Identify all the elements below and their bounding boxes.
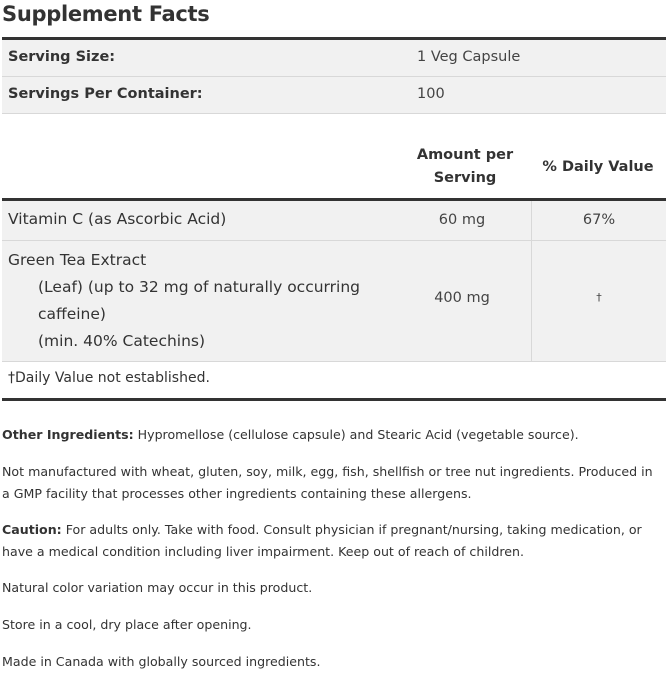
storage-note: Store in a cool, dry place after opening.: [2, 617, 252, 632]
ingredient-name: [8, 247, 360, 355]
serving-size-value: 1 Veg Capsule: [417, 49, 521, 65]
servings-per-container-label: Servings Per Container:: [8, 86, 203, 102]
color-note: Natural color variation may occur in this product.: [2, 580, 313, 595]
caution-statement: [2, 519, 662, 563]
ingredient-row: [2, 241, 666, 362]
ingredient-name-main: Green Tea Extract: [8, 251, 147, 269]
divider-thick: [2, 398, 666, 401]
caution-text: For adults only. Take with food. Consult physician if pregnant/nursing, taking medication, or have a medical condition including liver impairment. Keep out of reach of children.: [2, 522, 642, 559]
ingredient-detail: caffeine): [38, 305, 106, 323]
ingredient-row: [2, 201, 666, 241]
ingredient-detail: (Leaf) (up to 32 mg of naturally occurring: [38, 278, 360, 296]
allergen-statement: Not manufactured with wheat, gluten, soy, milk, egg, fish, shellfish or tree nut ingredients. Produced in a GMP facility that processes other ingredients containing these allergens.: [2, 464, 653, 501]
ingredient-daily-value: †: [596, 291, 602, 304]
footnote: †Daily Value not established.: [8, 370, 210, 386]
origin-note: Made in Canada with globally sourced ingredients.: [2, 654, 321, 669]
ingredient-daily-value: 67%: [582, 212, 616, 228]
daily-value-header: % Daily Value: [542, 159, 654, 175]
ingredient-detail: (min. 40% Catechins): [38, 332, 206, 350]
caution-label: Caution:: [2, 522, 62, 537]
servings-per-container-row: [2, 77, 666, 114]
amount-header-line1: Amount per: [416, 147, 514, 163]
ingredient-name: Vitamin C (as Ascorbic Acid): [8, 210, 227, 228]
ingredient-amount: 400 mg: [434, 290, 490, 306]
servings-per-container-value: 100: [417, 86, 445, 102]
amount-per-serving-header: [395, 144, 535, 190]
other-ingredients: [2, 424, 662, 446]
other-ingredients-text: Hypromellose (cellulose capsule) and Stearic Acid (vegetable source).: [133, 427, 579, 442]
serving-size-row: [2, 40, 666, 77]
serving-size-label: Serving Size:: [8, 49, 116, 65]
ingredient-amount: 60 mg: [438, 212, 486, 228]
amount-header-line2: Serving: [433, 170, 497, 186]
page-title: Supplement Facts: [2, 2, 210, 26]
other-ingredients-label: Other Ingredients:: [2, 427, 134, 442]
